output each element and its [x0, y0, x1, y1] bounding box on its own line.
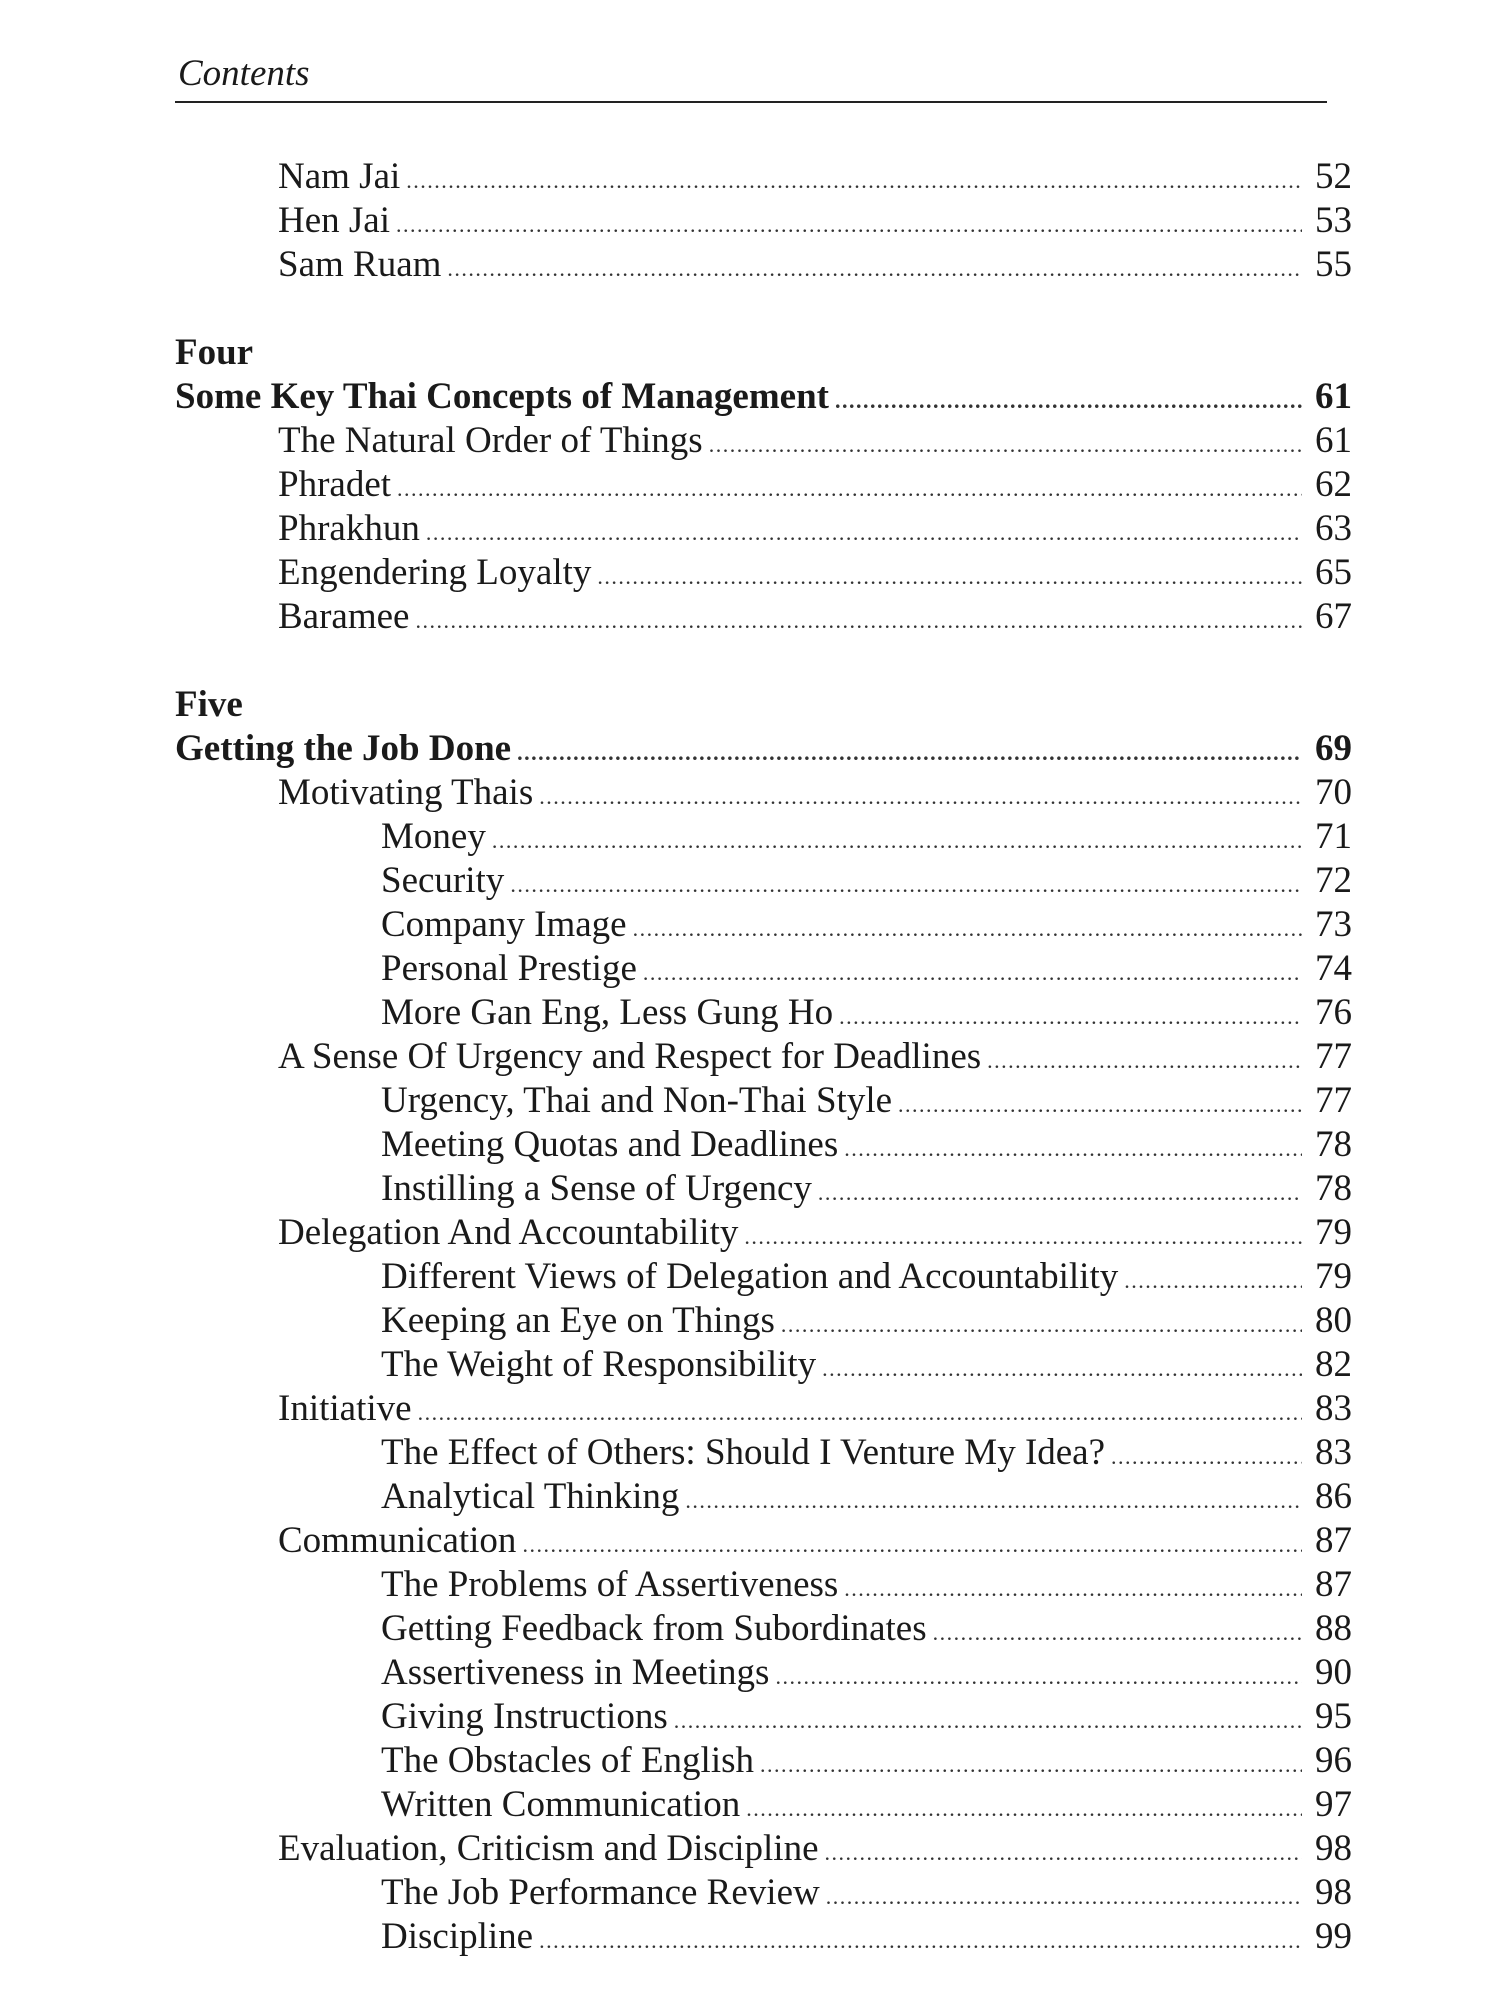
toc-entry-title: Phradet: [278, 464, 392, 505]
toc-subentry[interactable]: [381, 1607, 1352, 1651]
toc-entry-title: Security: [381, 860, 505, 901]
toc-entry-title: A Sense Of Urgency and Respect for Deadlines: [278, 1036, 982, 1077]
toc-entry-page: 78: [1315, 1124, 1352, 1165]
dot-leader: [1124, 1270, 1302, 1292]
toc-entry-page: 82: [1315, 1344, 1352, 1385]
toc-entry-page: 77: [1315, 1036, 1352, 1077]
toc-entry-page: 65: [1315, 552, 1352, 593]
header-rule: [175, 101, 1327, 103]
toc-subentry[interactable]: [381, 815, 1352, 859]
toc-entry-title: Nam Jai: [278, 156, 401, 197]
toc-entry-title: The Natural Order of Things: [278, 420, 703, 461]
dot-leader: [746, 1798, 1302, 1820]
toc-entry-title: The Problems of Assertiveness: [381, 1564, 839, 1605]
toc-entry[interactable]: [278, 199, 1352, 243]
toc-entry[interactable]: [278, 1387, 1352, 1431]
dot-leader: [539, 786, 1302, 808]
toc-entry-title: Hen Jai: [278, 200, 390, 241]
toc-subentry[interactable]: [381, 1255, 1352, 1299]
toc-entry-page: 90: [1315, 1652, 1352, 1693]
toc-subentry[interactable]: [381, 1871, 1352, 1915]
toc-subentry[interactable]: [381, 1167, 1352, 1211]
toc-entry-page: 96: [1315, 1740, 1352, 1781]
toc-entry-page: 87: [1315, 1564, 1352, 1605]
toc-entry-page: 53: [1315, 200, 1352, 241]
toc-subentry[interactable]: [381, 1343, 1352, 1387]
dot-leader: [987, 1050, 1302, 1072]
toc-entry-title: Keeping an Eye on Things: [381, 1300, 775, 1341]
toc-entry-page: 86: [1315, 1476, 1352, 1517]
toc-entry[interactable]: [278, 1211, 1352, 1255]
toc-entry-page: 67: [1315, 596, 1352, 637]
toc-entry-title: Phrakhun: [278, 508, 420, 549]
toc-entry-page: 87: [1315, 1520, 1352, 1561]
toc-entry-title: Analytical Thinking: [381, 1476, 680, 1517]
chapter-number: Five: [175, 684, 243, 725]
toc-entry-title: The Job Performance Review: [381, 1872, 820, 1913]
toc-subentry[interactable]: [381, 1915, 1352, 1959]
toc-subentry[interactable]: [381, 903, 1352, 947]
dot-leader: [844, 1578, 1302, 1600]
toc-subentry[interactable]: [381, 991, 1352, 1035]
toc-entry-page: 98: [1315, 1872, 1352, 1913]
toc-entry-page: 73: [1315, 904, 1352, 945]
toc-entry-page: 79: [1315, 1256, 1352, 1297]
chapter-heading[interactable]: [175, 375, 1352, 419]
dot-leader: [844, 1138, 1302, 1160]
toc-entry[interactable]: [278, 419, 1352, 463]
dot-leader: [643, 962, 1302, 984]
dot-leader: [539, 1930, 1302, 1952]
toc-entry-page: 98: [1315, 1828, 1352, 1869]
toc-entry-page: 70: [1315, 772, 1352, 813]
toc-subentry[interactable]: [381, 1739, 1352, 1783]
page-header-title: Contents: [178, 53, 310, 94]
dot-leader: [426, 522, 1302, 544]
toc-entry-title: More Gan Eng, Less Gung Ho: [381, 992, 834, 1033]
toc-entry[interactable]: [278, 155, 1352, 199]
toc-entry-title: The Weight of Responsibility: [381, 1344, 817, 1385]
dot-leader: [835, 390, 1302, 412]
toc-subentry[interactable]: [381, 1783, 1352, 1827]
dot-leader: [415, 610, 1302, 632]
dot-leader: [775, 1666, 1302, 1688]
dot-leader: [685, 1490, 1302, 1512]
toc-entry-page: 95: [1315, 1696, 1352, 1737]
dot-leader: [898, 1094, 1302, 1116]
toc-entry-title: Getting Feedback from Subordinates: [381, 1608, 927, 1649]
toc-entry-title: Instilling a Sense of Urgency: [381, 1168, 812, 1209]
toc-subentry[interactable]: [381, 859, 1352, 903]
toc-entry-title: Initiative: [278, 1388, 412, 1429]
toc-subentry[interactable]: [381, 1563, 1352, 1607]
toc-entry[interactable]: [278, 1519, 1352, 1563]
dot-leader: [825, 1842, 1302, 1864]
toc-subentry[interactable]: [381, 947, 1352, 991]
dot-leader: [822, 1358, 1302, 1380]
toc-entry[interactable]: [278, 463, 1352, 507]
toc-entry-title: Personal Prestige: [381, 948, 637, 989]
toc-subentry[interactable]: [381, 1079, 1352, 1123]
toc-entry-title: Different Views of Delegation and Accountability: [381, 1256, 1119, 1297]
toc-entry-title: Urgency, Thai and Non-Thai Style: [381, 1080, 893, 1121]
toc-entry-title: Written Communication: [381, 1784, 741, 1825]
dot-leader: [522, 1534, 1302, 1556]
dot-leader: [1111, 1446, 1302, 1468]
dot-leader: [396, 214, 1302, 236]
dot-leader: [826, 1886, 1302, 1908]
toc-entry-title: Evaluation, Criticism and Discipline: [278, 1828, 819, 1869]
toc-subentry[interactable]: [381, 1299, 1352, 1343]
toc-entry-title: Sam Ruam: [278, 244, 442, 285]
toc-entry-title: The Effect of Others: Should I Venture My Idea?: [381, 1432, 1106, 1473]
toc-entry-page: 61: [1315, 420, 1352, 461]
toc-entry-page: 99: [1315, 1916, 1352, 1957]
toc-entry-page: 77: [1315, 1080, 1352, 1121]
toc-entry-title: Motivating Thais: [278, 772, 534, 813]
dot-leader: [597, 566, 1302, 588]
chapter-page: 69: [1315, 728, 1352, 769]
toc-entry[interactable]: [278, 507, 1352, 551]
chapter-title: Some Key Thai Concepts of Management: [175, 376, 829, 417]
toc-entry-page: 62: [1315, 464, 1352, 505]
toc-entry[interactable]: [278, 1035, 1352, 1079]
chapter-heading[interactable]: [175, 727, 1352, 771]
toc-entry-page: 55: [1315, 244, 1352, 285]
toc-entry-title: Money: [381, 816, 486, 857]
toc-entry-title: Assertiveness in Meetings: [381, 1652, 770, 1693]
dot-leader: [744, 1226, 1302, 1248]
toc-entry-title: Engendering Loyalty: [278, 552, 592, 593]
toc-entry-page: 83: [1315, 1388, 1352, 1429]
toc-subentry[interactable]: [381, 1431, 1352, 1475]
spacer: [0, 639, 1500, 683]
toc-entry-title: Communication: [278, 1520, 517, 1561]
dot-leader: [510, 874, 1302, 896]
toc-entry-page: 80: [1315, 1300, 1352, 1341]
toc-subentry[interactable]: [381, 1651, 1352, 1695]
toc-entry-page: 88: [1315, 1608, 1352, 1649]
dot-leader: [818, 1182, 1302, 1204]
dot-leader: [633, 918, 1302, 940]
toc-entry-page: 78: [1315, 1168, 1352, 1209]
toc-entry-page: 52: [1315, 156, 1352, 197]
dot-leader: [517, 742, 1302, 764]
chapter-title: Getting the Job Done: [175, 728, 512, 769]
toc-entry[interactable]: [278, 771, 1352, 815]
dot-leader: [760, 1754, 1302, 1776]
toc-entry[interactable]: [278, 595, 1352, 639]
toc-entry-title: Discipline: [381, 1916, 534, 1957]
dot-leader: [781, 1314, 1302, 1336]
dot-leader: [406, 170, 1302, 192]
toc-entry-title: The Obstacles of English: [381, 1740, 754, 1781]
toc-entry-page: 74: [1315, 948, 1352, 989]
dot-leader: [839, 1006, 1302, 1028]
toc-entry[interactable]: [278, 551, 1352, 595]
toc-entry-page: 71: [1315, 816, 1352, 857]
toc-subentry[interactable]: [381, 1123, 1352, 1167]
chapter-page: 61: [1315, 376, 1352, 417]
toc-entry-title: Company Image: [381, 904, 627, 945]
toc-entry-page: 76: [1315, 992, 1352, 1033]
toc-entry-page: 83: [1315, 1432, 1352, 1473]
toc-entry-title: Baramee: [278, 596, 410, 637]
toc-entry-title: Delegation And Accountability: [278, 1212, 739, 1253]
dot-leader: [397, 478, 1302, 500]
toc-entry[interactable]: [278, 243, 1352, 287]
dot-leader: [933, 1622, 1302, 1644]
toc-entry-page: 72: [1315, 860, 1352, 901]
toc-subentry[interactable]: [381, 1695, 1352, 1739]
dot-leader: [709, 434, 1302, 456]
spacer: [0, 287, 1500, 331]
table-of-contents: [0, 155, 1500, 1959]
dot-leader: [674, 1710, 1302, 1732]
toc-entry-page: 79: [1315, 1212, 1352, 1253]
toc-entry-title: Meeting Quotas and Deadlines: [381, 1124, 839, 1165]
toc-entry-title: Giving Instructions: [381, 1696, 668, 1737]
toc-subentry[interactable]: [381, 1475, 1352, 1519]
toc-entry-page: 97: [1315, 1784, 1352, 1825]
toc-entry-page: 63: [1315, 508, 1352, 549]
dot-leader: [447, 258, 1302, 280]
chapter-number: Four: [175, 332, 254, 373]
dot-leader: [418, 1402, 1302, 1424]
dot-leader: [492, 830, 1302, 852]
toc-entry[interactable]: [278, 1827, 1352, 1871]
